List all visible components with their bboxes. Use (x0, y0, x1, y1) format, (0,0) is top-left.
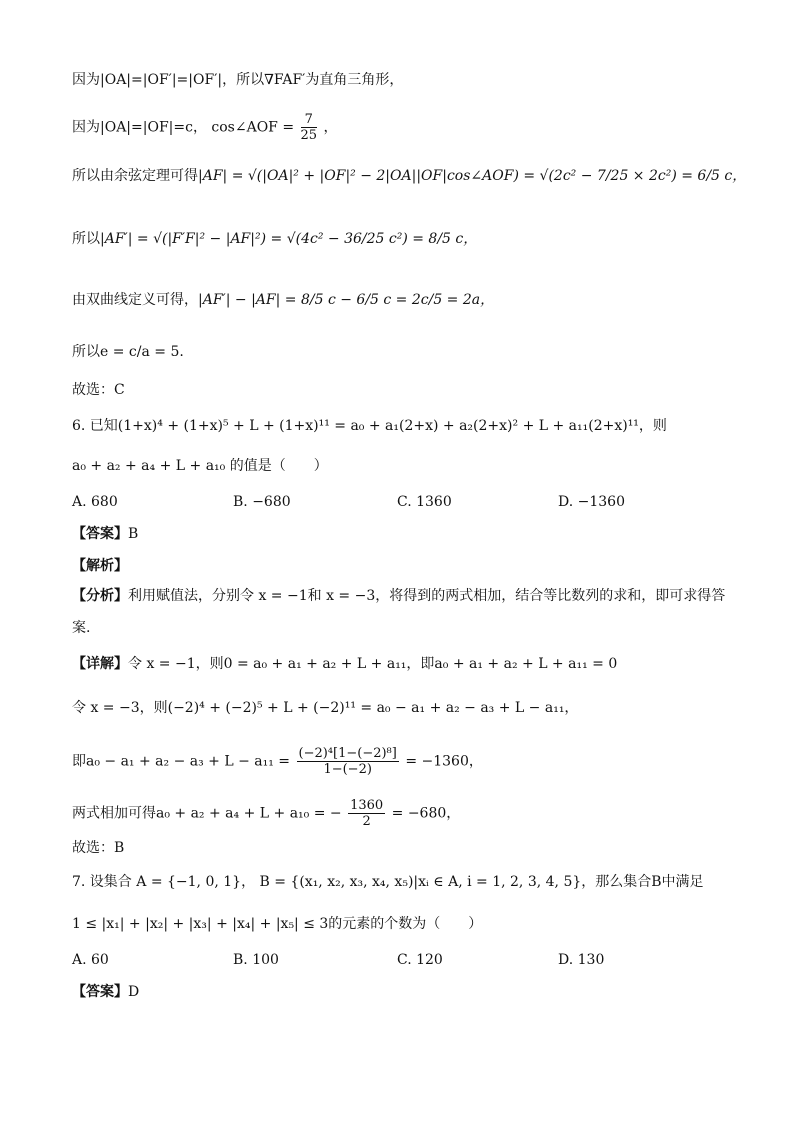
fraction-7-25: $\frac{7}{25}$ (300, 112, 318, 143)
q7-option-b: B. 100 (233, 952, 279, 968)
line-right-triangle: 因为|OA|=|OF′|=|OF′|，所以∇FAF′为直角三角形， (72, 72, 404, 88)
line-law-of-cosines: 所以由余弦定理可得|AF| = √(|OA|² + |OF|² − 2|OA||OF|cos∠AOF) = √(2c² − 7/25 × 2c²) = 6/5 c， (72, 168, 747, 184)
q7-answer: 【答案】D (72, 984, 140, 1000)
fraction-geometric-sum: $\frac{\text{(−2)⁴[1−(−2)⁸]}}{1-(-2)}$ (298, 746, 397, 777)
q6-detail-line-1: 【详解】令 x = −1，则0 = a₀ + a₁ + a₂ + L + a₁₁，即a₀ + a₁ + a₂ + L + a₁₁ = 0 (72, 656, 618, 672)
q7-option-d: D. 130 (558, 952, 605, 968)
q6-fenxi-line-1: 【分析】利用赋值法，分别令 x = −1和 x = −3，将得到的两式相加，结合等比数列的求和，即可求得答 (72, 588, 726, 604)
q6-stem-line-2: a₀ + a₂ + a₄ + L + a₁₀ 的值是（ ） (72, 458, 328, 474)
line-choose-c: 故选：C (72, 382, 125, 398)
q7-stem-line-2: 1 ≤ |x₁| + |x₂| + |x₃| + |x₄| + |x₅| ≤ 3的元素的个数为（ ） (72, 916, 483, 932)
q6-analysis-heading: 【解析】 (72, 558, 128, 574)
line-af-prime: 所以|AF′| = √(|F′F|² − |AF|²) = √(4c² − 36/25 c²) = 8/5 c， (72, 231, 478, 247)
fraction-1360-2: $\frac{1360}{2}$ (350, 798, 384, 829)
line-hyperbola-definition: 由双曲线定义可得，|AF′| − |AF| = 8/5 c − 6/5 c = 2c/5 = 2a， (72, 292, 495, 308)
q6-fenxi-line-2: 案. (72, 620, 91, 636)
line-eccentricity: 所以e = c/a = 5. (72, 344, 184, 360)
q7-stem-line-1: 7. 设集合 A = {−1, 0, 1}， B = {(x₁, x₂, x₃, x₄, x₅)|xᵢ ∈ A, i = 1, 2, 3, 4, 5}，那么集合B中满足 (72, 874, 704, 890)
q6-detail-line-3: 即a₀ − a₁ + a₂ − a₃ + L − a₁₁ = $\frac{\text{(−2)⁴[1−(−2)⁸]}}{1-(-2)}$ = −1360， (72, 746, 483, 777)
q6-option-c: C. 1360 (397, 494, 452, 510)
q6-option-b: B. −680 (233, 494, 291, 510)
q6-answer: 【答案】B (72, 526, 139, 542)
q6-stem-line-1: 6. 已知(1+x)⁴ + (1+x)⁵ + L + (1+x)¹¹ = a₀ + a₁(2+x) + a₂(2+x)² + L + a₁₁(2+x)¹¹，则 (72, 418, 667, 434)
q6-option-d: D. −1360 (558, 494, 625, 510)
q6-choose-b: 故选：B (72, 840, 125, 856)
q6-detail-line-4: 两式相加可得a₀ + a₂ + a₄ + L + a₁₀ = − $\frac{1360}{2}$ = −680， (72, 798, 461, 829)
q6-detail-line-2: 令 x = −3，则(−2)⁴ + (−2)⁵ + L + (−2)¹¹ = a₀ − a₁ + a₂ − a₃ + L − a₁₁， (72, 700, 579, 716)
line-cos-aof: 因为|OA|=|OF|=c， cos∠AOF = $\frac{7}{25}$ ， (72, 112, 338, 143)
q7-option-c: C. 120 (397, 952, 443, 968)
q7-option-a: A. 60 (72, 952, 109, 968)
q6-option-a: A. 680 (72, 494, 118, 510)
